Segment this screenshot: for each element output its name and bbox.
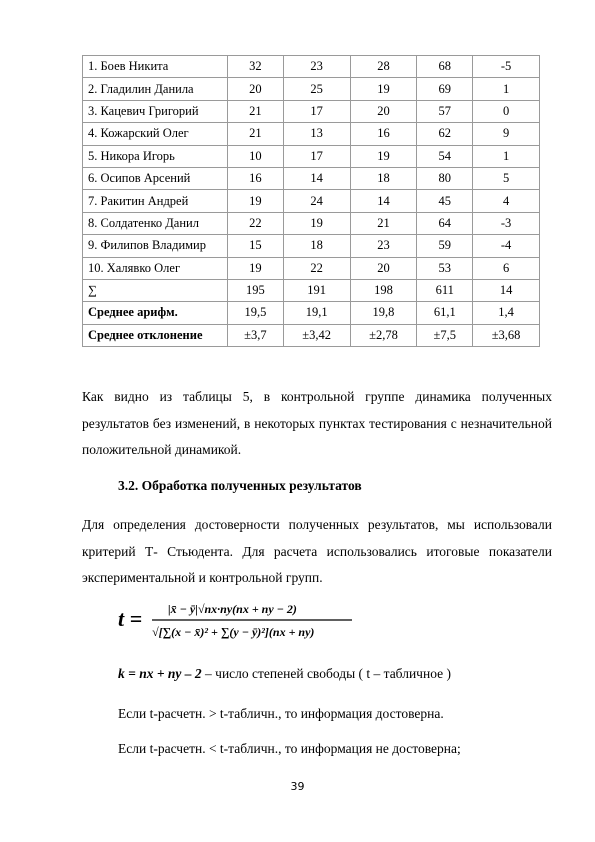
value-cell: ±3,68 xyxy=(473,324,540,346)
value-cell: 14 xyxy=(283,167,350,189)
value-cell: 195 xyxy=(228,279,284,301)
section-heading: 3.2. Обработка полученных результатов xyxy=(118,478,362,493)
table-row xyxy=(83,235,540,257)
value-cell: 17 xyxy=(283,145,350,167)
formula-denominator: √[∑(x − x̄)² + ∑(y − ȳ)²](nx + ny) xyxy=(152,625,315,639)
value-cell: 21 xyxy=(350,212,417,234)
value-cell: 1 xyxy=(473,145,540,167)
value-cell: 19 xyxy=(228,190,284,212)
value-cell: 32 xyxy=(228,56,284,78)
value-cell: 4 xyxy=(473,190,540,212)
value-cell: 191 xyxy=(283,279,350,301)
row-label-cell: Среднее отклонение xyxy=(83,324,228,346)
value-cell: 59 xyxy=(417,235,473,257)
value-cell: 22 xyxy=(283,257,350,279)
value-cell: 19,5 xyxy=(228,302,284,324)
value-cell: ±7,5 xyxy=(417,324,473,346)
table-row xyxy=(83,123,540,145)
value-cell: 20 xyxy=(228,78,284,100)
value-cell: 24 xyxy=(283,190,350,212)
table-row xyxy=(83,212,540,234)
value-cell: 20 xyxy=(350,100,417,122)
value-cell: 198 xyxy=(350,279,417,301)
value-cell: 19,8 xyxy=(350,302,417,324)
page-number: 39 xyxy=(290,780,305,793)
value-cell: 15 xyxy=(228,235,284,257)
value-cell: 1,4 xyxy=(473,302,540,324)
sum-row xyxy=(83,279,540,301)
row-label-cell: Среднее арифм. xyxy=(83,302,228,324)
value-cell: 61,1 xyxy=(417,302,473,324)
value-cell: 62 xyxy=(417,123,473,145)
results-table-body xyxy=(83,56,540,347)
formula-lhs: t = xyxy=(118,606,143,631)
row-label-cell: 8. Солдатенко Данил xyxy=(83,212,228,234)
degrees-of-freedom-line xyxy=(118,666,451,682)
value-cell: 9 xyxy=(473,123,540,145)
rule-not-reliable: Если t-расчетн. < t-табличн., то информация не достоверна; xyxy=(118,741,461,756)
table-row xyxy=(83,56,540,78)
value-cell: 14 xyxy=(473,279,540,301)
value-cell: 21 xyxy=(228,100,284,122)
value-cell: 14 xyxy=(350,190,417,212)
formula-numerator: |x̄ − ȳ|√nx·ny(nx + ny − 2) xyxy=(168,602,297,616)
value-cell: 20 xyxy=(350,257,417,279)
value-cell: 19 xyxy=(228,257,284,279)
value-cell: 17 xyxy=(283,100,350,122)
value-cell: 53 xyxy=(417,257,473,279)
value-cell: 18 xyxy=(283,235,350,257)
k-description: – число степеней свободы ( t – табличное ) xyxy=(201,666,451,681)
row-label-cell: 10. Халявко Олег xyxy=(83,257,228,279)
row-label-cell: 3. Кацевич Григорий xyxy=(83,100,228,122)
table-row xyxy=(83,190,540,212)
value-cell: 28 xyxy=(350,56,417,78)
value-cell: 25 xyxy=(283,78,350,100)
value-cell: 68 xyxy=(417,56,473,78)
value-cell: 57 xyxy=(417,100,473,122)
row-label-cell: 4. Кожарский Олег xyxy=(83,123,228,145)
value-cell: 23 xyxy=(350,235,417,257)
rule-reliable: Если t-расчетн. > t-табличн., то информация достоверна. xyxy=(118,706,444,721)
value-cell: 23 xyxy=(283,56,350,78)
value-cell: 19 xyxy=(350,78,417,100)
table-row xyxy=(83,78,540,100)
row-label-cell: 5. Никора Игорь xyxy=(83,145,228,167)
value-cell: 16 xyxy=(228,167,284,189)
value-cell: -4 xyxy=(473,235,540,257)
value-cell: 64 xyxy=(417,212,473,234)
value-cell: 21 xyxy=(228,123,284,145)
value-cell: 1 xyxy=(473,78,540,100)
value-cell: 19,1 xyxy=(283,302,350,324)
value-cell: 19 xyxy=(283,212,350,234)
table-row xyxy=(83,167,540,189)
value-cell: 10 xyxy=(228,145,284,167)
row-label-cell: 9. Филипов Владимир xyxy=(83,235,228,257)
value-cell: 22 xyxy=(228,212,284,234)
deviation-row xyxy=(83,324,540,346)
value-cell: 54 xyxy=(417,145,473,167)
value-cell: 0 xyxy=(473,100,540,122)
row-label-cell: 2. Гладилин Данила xyxy=(83,78,228,100)
value-cell: -3 xyxy=(473,212,540,234)
paragraph-method: Для определения достоверности полученных результатов, мы использовали критерий Т- Стьюдента. Для расчета использовались итоговые показатели экспериментальной и контрольной групп. xyxy=(82,517,552,585)
row-label-cell: 1. Боев Никита xyxy=(83,56,228,78)
value-cell: 611 xyxy=(417,279,473,301)
value-cell: 18 xyxy=(350,167,417,189)
value-cell: 69 xyxy=(417,78,473,100)
paragraph-table-conclusion: Как видно из таблицы 5, в контрольной группе динамика полученных результатов без изменений, в некоторых пунктах тестирования с незначительной положительной динамикой. xyxy=(82,389,552,457)
student-t-formula xyxy=(116,596,356,644)
value-cell: ±2,78 xyxy=(350,324,417,346)
value-cell: 80 xyxy=(417,167,473,189)
value-cell: 45 xyxy=(417,190,473,212)
row-label-cell: 6. Осипов Арсений xyxy=(83,167,228,189)
value-cell: -5 xyxy=(473,56,540,78)
row-label-cell: 7. Ракитин Андрей xyxy=(83,190,228,212)
table-row xyxy=(83,145,540,167)
table-row xyxy=(83,257,540,279)
row-label-cell: ∑ xyxy=(83,279,228,301)
value-cell: 6 xyxy=(473,257,540,279)
value-cell: 5 xyxy=(473,167,540,189)
mean-row xyxy=(83,302,540,324)
value-cell: 19 xyxy=(350,145,417,167)
k-formula: k = nx + ny – 2 xyxy=(118,666,202,681)
value-cell: 13 xyxy=(283,123,350,145)
value-cell: ±3,42 xyxy=(283,324,350,346)
table-row xyxy=(83,100,540,122)
value-cell: ±3,7 xyxy=(228,324,284,346)
value-cell: 16 xyxy=(350,123,417,145)
results-table xyxy=(82,55,540,347)
